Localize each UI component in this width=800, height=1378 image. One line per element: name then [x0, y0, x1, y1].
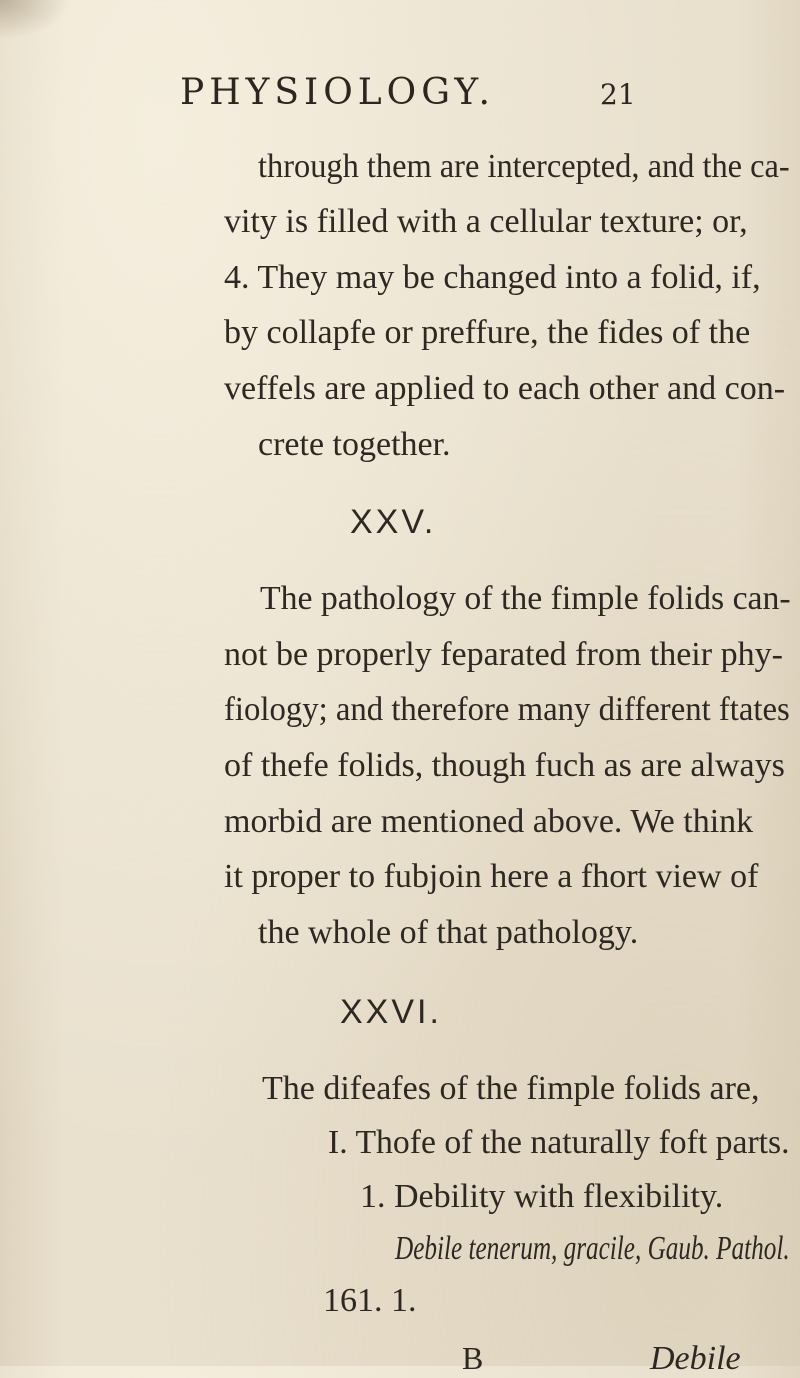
text-line: veffels are applied to each other and con-: [224, 370, 786, 407]
paper-stain: [0, 0, 70, 40]
text-line: I. Thofe of the naturally foft parts.: [328, 1124, 790, 1161]
text-line: morbid are mentioned above. We think: [224, 803, 754, 840]
catchword: Debile: [650, 1340, 741, 1377]
signature-mark: B: [462, 1340, 484, 1376]
text-line: not be properly feparated from their phy-: [224, 636, 783, 673]
text-line: the whole of that pathology.: [258, 914, 639, 951]
text-line: through them are intercepted, and the ca-: [258, 148, 790, 185]
text-line: 1. Debility with flexibility.: [360, 1178, 724, 1215]
section-heading: XXV.: [350, 503, 437, 541]
page-header: [180, 72, 680, 122]
text-line: The difeafes of the fimple folids are,: [262, 1070, 760, 1107]
section-heading: XXVI.: [340, 993, 442, 1031]
text-line: The pathology of the fimple folids can-: [260, 580, 791, 617]
citation-reference: 161. 1.: [323, 1282, 417, 1319]
page-number: 21: [600, 78, 636, 111]
text-line: it proper to fubjoin here a fhort view of: [224, 858, 759, 895]
text-line: 4. They may be changed into a folid, if,: [224, 259, 761, 296]
running-head: PHYSIOLOGY.: [180, 72, 495, 113]
text-line: by collapfe or preffure, the fides of the: [224, 314, 751, 351]
text-line: of thefe folids, though fuch as are always: [224, 747, 785, 784]
citation-line: Debile tenerum, gracile, Gaub. Pathol.: [395, 1230, 790, 1267]
text-line: crete together.: [258, 426, 451, 463]
text-line: fiology; and therefore many different ftates: [224, 691, 790, 728]
text-line: vity is filled with a cellular texture; or,: [224, 203, 748, 240]
